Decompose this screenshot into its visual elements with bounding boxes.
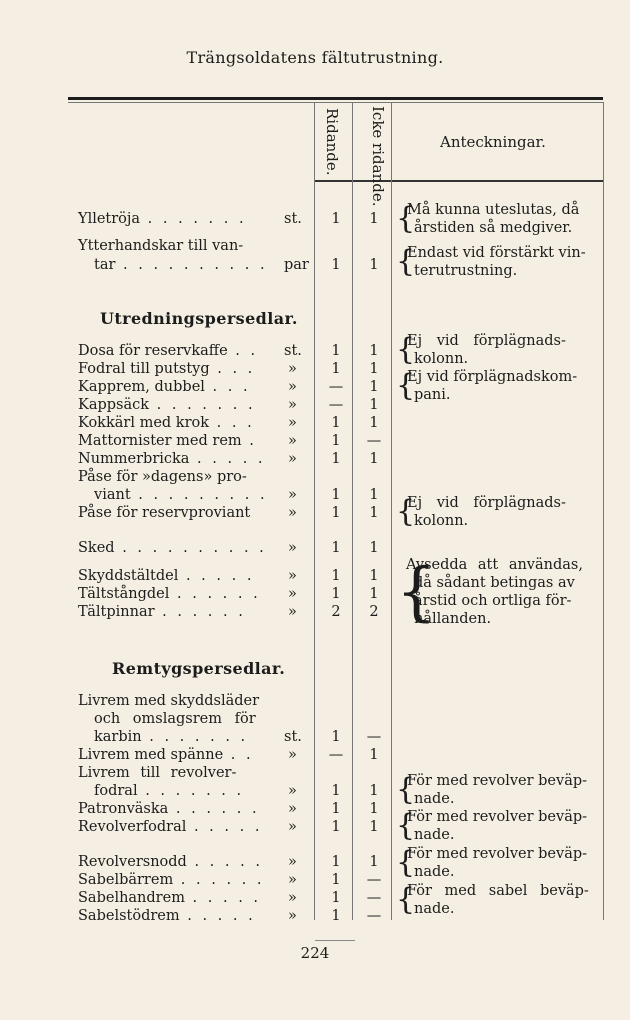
count-ridande: 1 <box>331 783 341 799</box>
item-label: Skyddstältdel . . . . . <box>78 568 255 584</box>
item-label: Revolverfodral . . . . . <box>78 819 263 835</box>
item-unit: st. <box>284 343 302 359</box>
note-line: Ej vid förplägnads- <box>407 495 566 511</box>
brace: { <box>396 772 416 807</box>
note-line: nade. <box>414 901 455 917</box>
brace: { <box>396 368 416 403</box>
count-ridande: — <box>328 379 344 395</box>
item-label: fodral . . . . . . . <box>94 783 245 799</box>
brace: { <box>396 845 416 880</box>
item-label: Sabelhandrem . . . . . <box>78 890 262 906</box>
header-rule <box>68 97 603 100</box>
count-icke-ridande: 1 <box>369 257 379 273</box>
item-label: Livrem med spänne . . <box>78 747 254 763</box>
note-line: Ej vid förplägnads- <box>407 333 566 349</box>
count-ridande: 1 <box>331 568 341 584</box>
note-line: För med revolver beväp- <box>407 809 588 825</box>
item-unit: » <box>288 415 297 431</box>
item-unit: » <box>288 747 297 763</box>
item-unit: » <box>288 433 297 449</box>
count-icke-ridande: — <box>366 729 382 745</box>
count-ridande: 1 <box>331 908 341 924</box>
count-ridande: 1 <box>331 540 341 556</box>
item-label: karbin . . . . . . . <box>94 729 249 745</box>
count-icke-ridande: 1 <box>369 361 379 377</box>
item-label: Sabelstödrem . . . . . <box>78 908 256 924</box>
count-icke-ridande: — <box>366 890 382 906</box>
item-label: Tältpinnar . . . . . . <box>78 604 246 620</box>
section-heading: Remtygspersedlar. <box>112 659 286 678</box>
note-line: För med sabel beväp- <box>407 883 589 899</box>
item-unit: » <box>288 604 297 620</box>
note-line: Må kunna uteslutas, då <box>407 202 580 218</box>
item-label: Dosa för reservkaffe . . <box>78 343 259 359</box>
column-header-anteckningar: Anteckningar. <box>440 133 546 151</box>
item-unit: » <box>288 568 297 584</box>
column-divider <box>314 102 315 920</box>
count-icke-ridande: 1 <box>369 415 379 431</box>
count-ridande: 1 <box>331 819 341 835</box>
count-icke-ridande: — <box>366 908 382 924</box>
item-label: Livrem till revolver- <box>78 765 237 781</box>
count-ridande: 1 <box>331 872 341 888</box>
item-unit: » <box>288 361 297 377</box>
note-line: nade. <box>414 791 455 807</box>
brace: { <box>396 332 416 367</box>
note-line: Avsedda att användas, <box>406 557 583 573</box>
note-line: pani. <box>414 387 451 403</box>
item-label: Livrem med skyddsläder <box>78 693 260 709</box>
count-icke-ridande: 1 <box>369 451 379 467</box>
note-line: nade. <box>414 864 455 880</box>
note-line: kolonn. <box>414 351 469 367</box>
item-unit: par <box>284 257 309 273</box>
item-unit: » <box>288 854 297 870</box>
item-unit: » <box>288 397 297 413</box>
item-label: Ytterhandskar till van- <box>78 238 244 254</box>
count-ridande: — <box>328 747 344 763</box>
count-icke-ridande: 1 <box>369 801 379 817</box>
count-icke-ridande: 1 <box>369 854 379 870</box>
item-unit: » <box>288 487 297 503</box>
count-ridande: — <box>328 397 344 413</box>
count-icke-ridande: 1 <box>369 343 379 359</box>
column-divider <box>352 102 353 920</box>
item-unit: » <box>288 540 297 556</box>
item-label: Kappsäck . . . . . . . <box>78 397 256 413</box>
count-ridande: 1 <box>331 854 341 870</box>
count-icke-ridande: 1 <box>369 568 379 584</box>
item-label: Patronväska . . . . . . <box>78 801 260 817</box>
count-icke-ridande: 1 <box>369 783 379 799</box>
brace: { <box>396 201 416 236</box>
count-icke-ridande: 1 <box>369 747 379 763</box>
item-unit: st. <box>284 729 302 745</box>
count-icke-ridande: 1 <box>369 397 379 413</box>
item-label: Sked . . . . . . . . . . <box>78 540 267 556</box>
column-divider <box>391 102 392 920</box>
item-label: Påse för »dagens» pro- <box>78 469 247 485</box>
item-label: Fodral till putstyg . . . <box>78 361 256 377</box>
note-line: terutrustning. <box>414 263 518 279</box>
item-label: Nummerbricka . . . . . <box>78 451 266 467</box>
brace: { <box>396 808 416 843</box>
item-label: Mattornister med rem . <box>78 433 257 449</box>
count-icke-ridande: 1 <box>369 379 379 395</box>
column-header-icke-ridande: Icke ridande. <box>369 106 387 207</box>
count-icke-ridande: 1 <box>369 586 379 602</box>
item-unit: st. <box>284 211 302 227</box>
column-header-ridande: Ridande. <box>323 108 341 176</box>
item-label: Påse för reservproviant <box>78 505 251 521</box>
item-unit: » <box>288 783 297 799</box>
count-icke-ridande: 1 <box>369 540 379 556</box>
count-ridande: 1 <box>331 729 341 745</box>
note-line: För med revolver beväp- <box>407 846 588 862</box>
count-ridande: 1 <box>331 586 341 602</box>
note-line: nade. <box>414 827 455 843</box>
count-ridande: 1 <box>331 487 341 503</box>
count-icke-ridande: 1 <box>369 819 379 835</box>
count-icke-ridande: — <box>366 872 382 888</box>
item-unit: » <box>288 801 297 817</box>
note-line: hållanden. <box>414 611 492 627</box>
section-heading: Utredningspersedlar. <box>100 309 298 328</box>
count-ridande: 1 <box>331 451 341 467</box>
item-label: viant . . . . . . . . . <box>94 487 268 503</box>
item-label: tar . . . . . . . . . . <box>94 257 268 273</box>
count-ridande: 1 <box>331 433 341 449</box>
count-icke-ridande: 1 <box>369 487 379 503</box>
item-label: Revolversnodd . . . . . <box>78 854 263 870</box>
item-label: och omslagsrem för <box>94 711 256 727</box>
item-label: Tältstångdel . . . . . . <box>78 586 261 602</box>
page-number-rule <box>315 940 355 941</box>
page-number: 224 <box>300 944 330 962</box>
item-unit: » <box>288 505 297 521</box>
count-ridande: 2 <box>331 604 341 620</box>
note-line: då sådant betingas av <box>414 575 575 591</box>
brace: { <box>396 555 437 629</box>
count-ridande: 1 <box>331 361 341 377</box>
count-icke-ridande: 2 <box>369 604 379 620</box>
column-divider <box>603 102 604 920</box>
count-ridande: 1 <box>331 505 341 521</box>
item-unit: » <box>288 819 297 835</box>
note-line: årstiden så medgiver. <box>414 220 573 236</box>
count-icke-ridande: 1 <box>369 505 379 521</box>
count-ridande: 1 <box>331 257 341 273</box>
count-icke-ridande: — <box>366 433 382 449</box>
note-line: årstid och ortliga för- <box>414 593 572 609</box>
item-unit: » <box>288 451 297 467</box>
brace: { <box>396 882 416 917</box>
item-label: Kapprem, dubbel . . . <box>78 379 251 395</box>
count-ridande: 1 <box>331 890 341 906</box>
brace: { <box>396 244 416 279</box>
item-unit: » <box>288 890 297 906</box>
item-label: Kokkärl med krok . . . <box>78 415 255 431</box>
brace: { <box>396 494 416 529</box>
item-unit: » <box>288 908 297 924</box>
note-line: För med revolver beväp- <box>407 773 588 789</box>
item-label: Ylletröja . . . . . . . <box>78 211 247 227</box>
item-unit: » <box>288 586 297 602</box>
header-subrule <box>68 102 603 103</box>
item-label: Sabelbärrem . . . . . . <box>78 872 265 888</box>
running-head: Trängsoldatens fältutrustning. <box>186 48 444 67</box>
count-ridande: 1 <box>331 415 341 431</box>
item-unit: » <box>288 379 297 395</box>
note-line: Ej vid förplägnadskom- <box>407 369 578 385</box>
item-unit: » <box>288 872 297 888</box>
count-ridande: 1 <box>331 343 341 359</box>
count-ridande: 1 <box>331 211 341 227</box>
note-line: Endast vid förstärkt vin- <box>407 245 586 261</box>
note-line: kolonn. <box>414 513 469 529</box>
count-icke-ridande: 1 <box>369 211 379 227</box>
count-ridande: 1 <box>331 801 341 817</box>
